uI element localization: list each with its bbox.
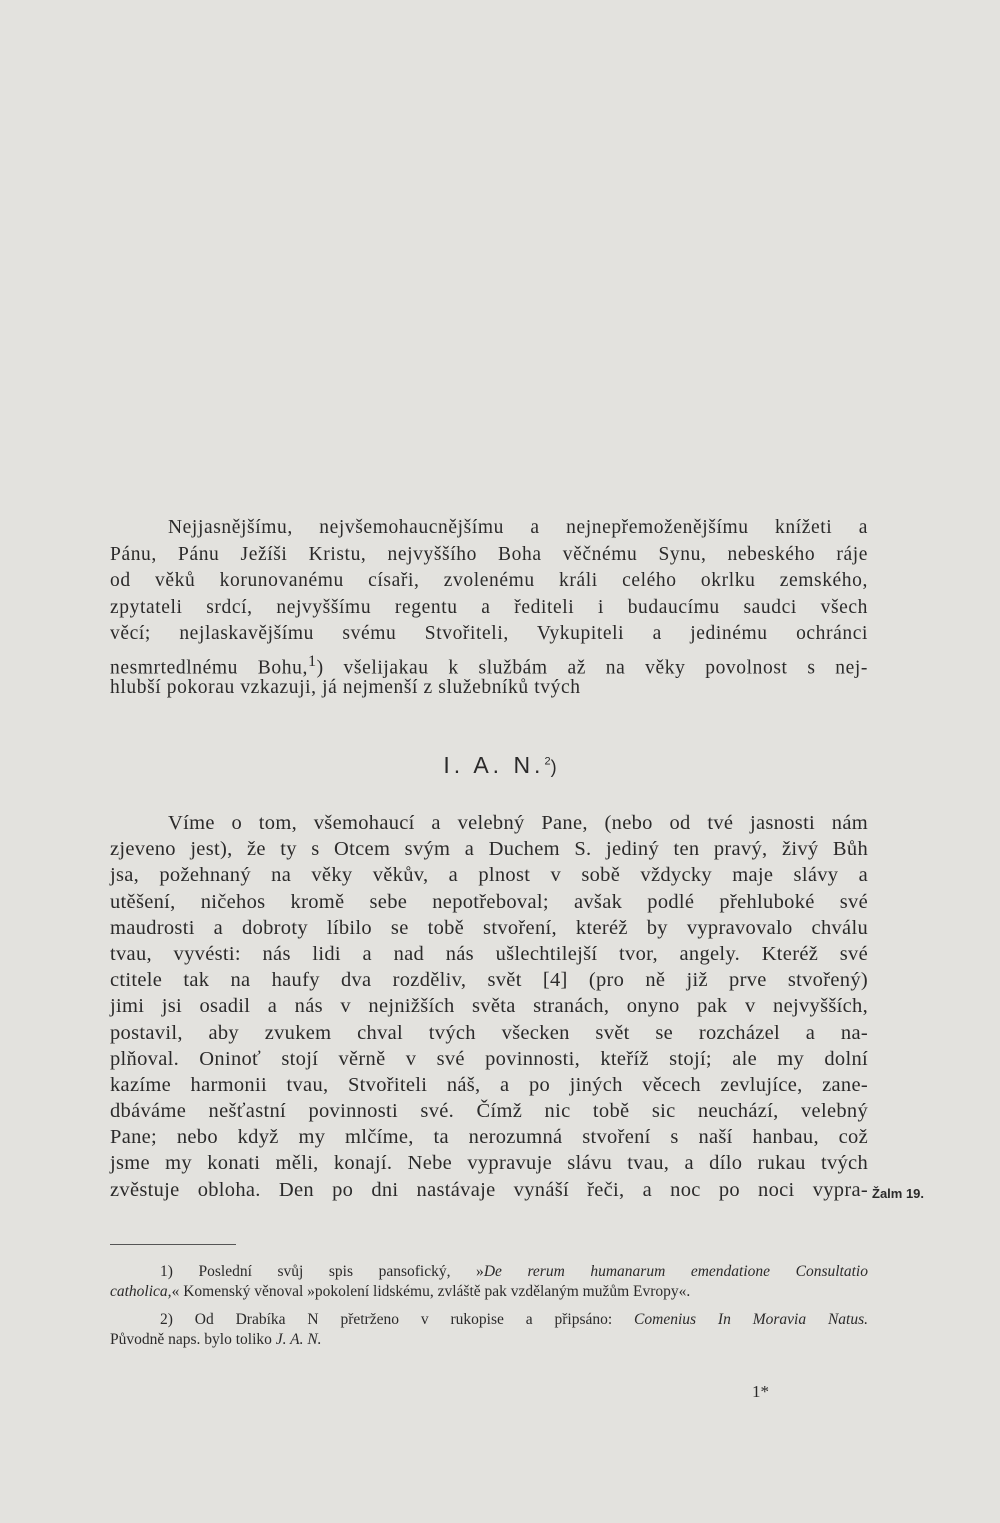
footnote-text: Poslední svůj spis pansofický, » (172, 1263, 484, 1280)
body-line: zjeveno jest), že ty s Otcem svým a Duchem S. jediný ten pravý, živý Bůh (110, 838, 868, 861)
body-line: kazíme harmonii tvau, Stvořiteli náš, a po jiných věcech zevlujíce, zane- (110, 1073, 868, 1096)
body-line: jsa, požehnaný na věky věkův, a plnost v sobě vždycky maje slávy a (110, 864, 868, 887)
body-line: Pane; nebo když my mlčíme, ta nerozumná stvoření s naší hanbau, což (110, 1126, 868, 1149)
body-line: zvěstuje obloha. Den po dni nastávaje vynáší řeči, a noc po noci vypra- (110, 1178, 868, 1201)
dedication-line-text: všelijakau k službám až na věky povolnost s nej- (323, 657, 869, 679)
footnote-2-line (110, 1330, 868, 1350)
footnote-1-line (110, 1262, 868, 1282)
body-line: plňoval. Oninoť stojí věrně v své povinnosti, kteříž stojí; ale my dolní (110, 1047, 868, 1070)
body-line: Víme o tom, všemohaucí a velebný Pane, (nebo od tvé jasnosti nám (168, 812, 868, 834)
footnote-mark: 2) (160, 1311, 173, 1328)
body-line: maudrosti a dobroty líbilo se tobě stvoření, kteréž by vypravovalo chválu (110, 916, 868, 939)
footnote-2-line (110, 1310, 868, 1330)
footnote-text: Od Drabíka N přetrženo v rukopise a připsáno: (172, 1311, 635, 1328)
footnote-text: « Komenský věnoval »pokolení lidskému, zvláště pak vzdělaným mužům Evropy«. (171, 1283, 691, 1300)
dedication-line: zpytateli srdcí, nejvyššímu regentu a řediteli i budaucímu saudci všech (110, 596, 868, 618)
footnote-title: De rerum humanarum emendatione Consultatio (483, 1263, 868, 1280)
footnote-ref[interactable]: 1 (307, 651, 317, 670)
footnote-1-line (110, 1282, 868, 1302)
body-line: jimi jsi osadil a nás v nejnižších světa stranách, onyno pak v nejvyšších, (110, 995, 868, 1018)
footnote-mark: 1) (160, 1263, 173, 1280)
page-number: 1* (752, 1382, 769, 1401)
body-line: jsme my konati měli, konají. Nebe vypravuje slávu tvau, a dílo rukau tvých (110, 1152, 868, 1175)
body-line: postavil, aby zvukem chval tvých všecken svět se rozcházel a na- (110, 1021, 868, 1044)
footnotes (110, 1262, 868, 1350)
signature-text: I. A. N. (443, 752, 545, 778)
footnote-text: Původně naps. bylo toliko (110, 1331, 276, 1348)
dedication-line-text: nesmrtedlnému Bohu, (110, 657, 308, 679)
body-line: ctitele tak na haufy dva rozděliv, svět [4] (pro ně již prve stvořený) (110, 969, 868, 992)
dedication-line: Nejjasnějšímu, nejvšemohaucnějšímu a nejnepřemoženějšímu knížeti a (168, 517, 868, 538)
dedication-line: hlubší pokorau vzkazuji, já nejmenší z služebníků tvých (110, 676, 581, 698)
author-signature: I. A. N.$^2$) (443, 752, 557, 778)
margin-note: Žalm 19. (872, 1186, 925, 1201)
dedication-line: nesmrtedlnému Bohu,$^1$) všelijakau k službám až na věky povolnost s nej- (110, 651, 869, 679)
body-line: dbáváme nešťastní povinnosti své. Čímž nic tobě sic neuchází, velebný (110, 1100, 868, 1123)
footnote-quote: Comenius In Moravia Natus. (634, 1311, 869, 1328)
body-line: utěšení, ničehos kromě sebe nepotřeboval; avšak podlé přehluboké své (110, 890, 868, 913)
footnote-divider (110, 1244, 236, 1245)
dedication-line: Pánu, Pánu Ježíši Kristu, nejvyššího Boha věčnému Synu, nebeského ráje (110, 543, 868, 565)
dedication-paragraph (110, 515, 868, 701)
body-line: tvau, vyvésti: nás lidi a nad nás ušlechtilejší tvor, angely. Kteréž své (110, 942, 868, 965)
footnote-title: catholica, (110, 1283, 172, 1300)
dedication-line: od věků korunovanému císaři, zvolenému králi celého okrlku zemského, (110, 570, 868, 592)
dedication-line: věcí; nejlaskavějšímu svému Stvořiteli, Vykupiteli a jedinému ochránci (110, 623, 868, 645)
body-paragraph (110, 810, 868, 1203)
footnote-ref[interactable]: 2 (544, 755, 551, 768)
footnote-initials: J. A. N. (275, 1331, 322, 1348)
